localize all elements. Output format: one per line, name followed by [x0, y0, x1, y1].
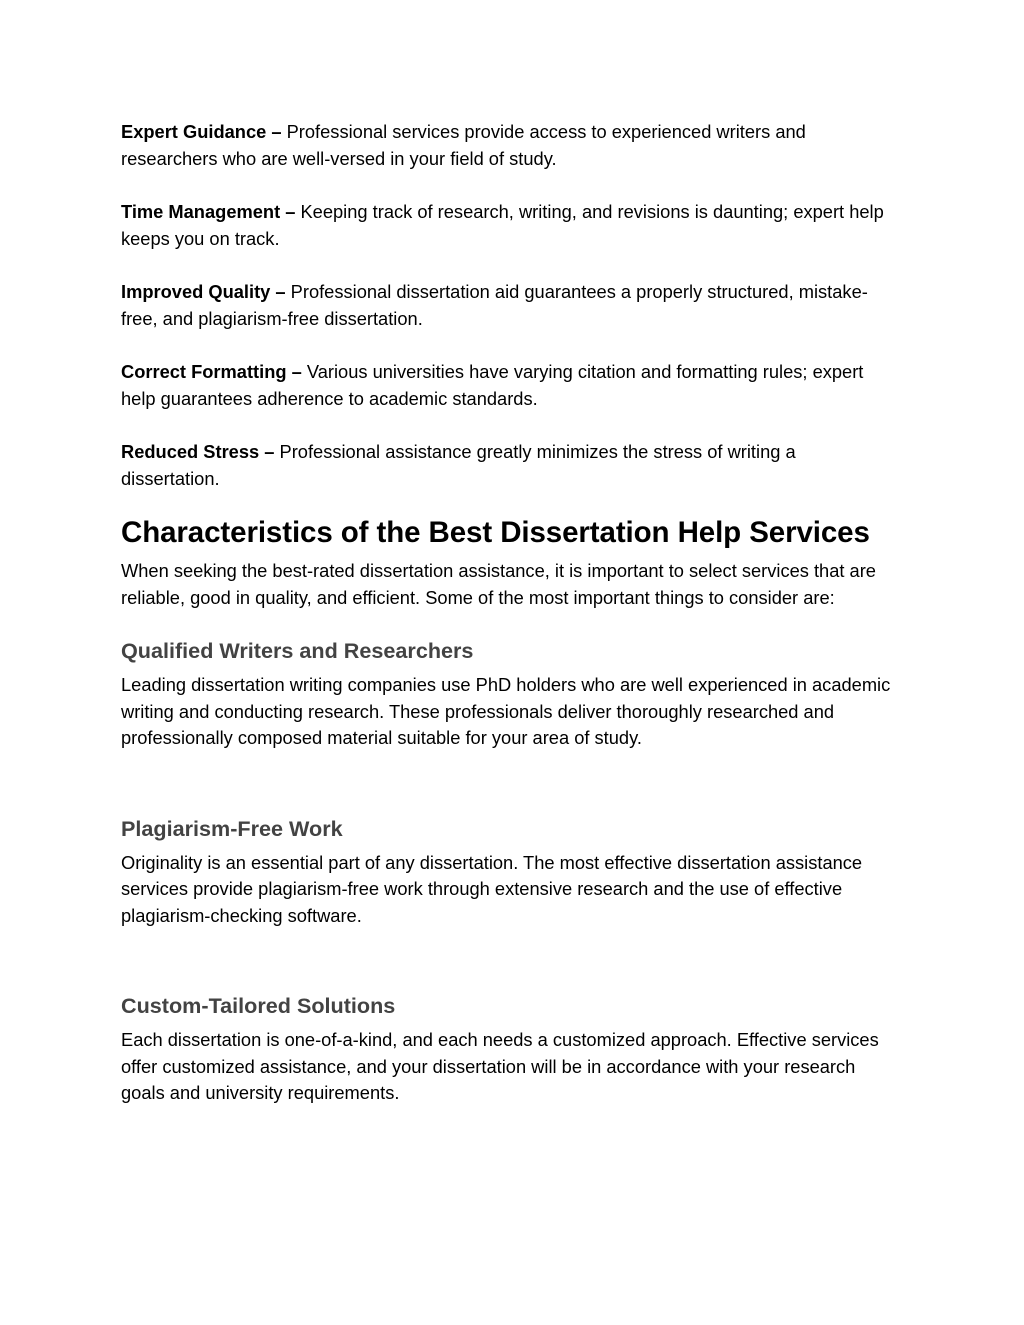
benefit-text: Professional services provide access to experienced writers and researchers who are well-versed in your field of study. [121, 121, 806, 169]
benefit-time-management [121, 199, 896, 252]
subsection-body-qualified-writers: Leading dissertation writing companies use PhD holders who are well experienced in academic writing and conducting research. These professionals deliver thoroughly researched and professionally composed material suitable for your area of study. [121, 674, 891, 748]
benefit-reduced-stress [121, 439, 896, 492]
benefit-text: Various universities have varying citation and formatting rules; expert help guarantees adherence to academic standards. [121, 361, 864, 409]
subsection-body-custom-tailored: Each dissertation is one-of-a-kind, and each needs a customized approach. Effective services offer customized assistance, and your dissertation will be in accordance with your research goals and university requirements. [121, 1029, 879, 1103]
benefit-expert-guidance [121, 119, 896, 172]
subsection-heading-qualified-writers: Qualified Writers and Researchers [121, 638, 474, 663]
benefit-term: Expert Guidance – [121, 121, 282, 142]
benefit-term: Time Management – [121, 201, 296, 222]
subsection-body-plagiarism-free: Originality is an essential part of any dissertation. The most effective dissertation assistance services provide plagiarism-free work through extensive research and the use of effective plagiarism-checking software. [121, 851, 863, 926]
benefit-improved-quality [121, 279, 896, 332]
document-page [121, 119, 896, 1107]
benefit-text: Professional assistance greatly minimizes the stress of writing a dissertation. [121, 441, 796, 489]
section-intro: When seeking the best-rated dissertation assistance, it is important to select services that are reliable, good in quality, and efficient. Some of the most important things to consider are: [121, 560, 876, 608]
subsection-heading-custom-tailored: Custom-Tailored Solutions [121, 993, 396, 1018]
section-heading: Characteristics of the Best Dissertation Help Services [121, 516, 870, 549]
benefit-term: Correct Formatting – [121, 361, 302, 382]
benefit-text: Keeping track of research, writing, and revisions is daunting; expert help keeps you on track. [121, 201, 884, 249]
subsection-heading-plagiarism-free: Plagiarism-Free Work [121, 815, 343, 841]
benefit-term: Reduced Stress – [121, 441, 275, 462]
benefit-term: Improved Quality – [121, 281, 286, 302]
benefit-text: Professional dissertation aid guarantees a properly structured, mistake-free, and plagiarism-free dissertation. [121, 281, 868, 329]
benefit-correct-formatting [121, 359, 896, 412]
